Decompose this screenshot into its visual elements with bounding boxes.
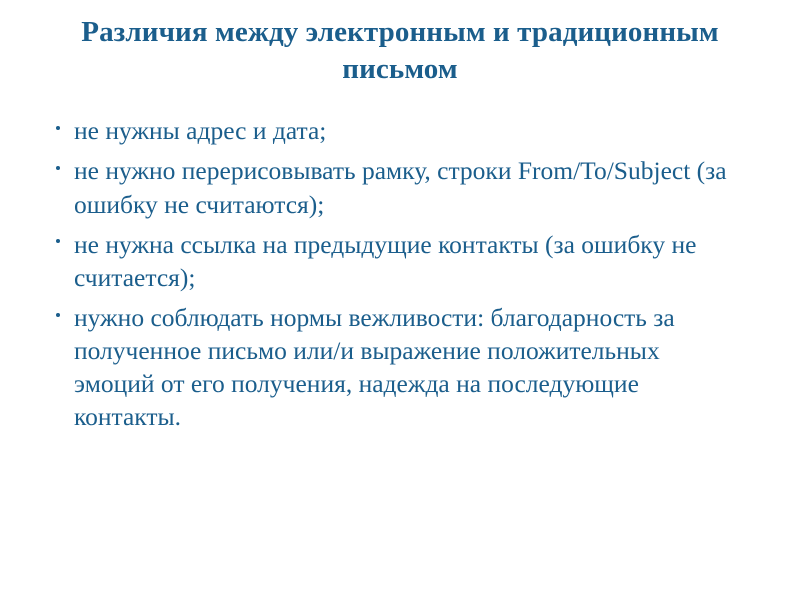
page-title: Различия между электронным и традиционным письмом [81, 16, 719, 86]
list-item-text: нужно соблюдать нормы вежливости: благодарность за полученное письмо или/и выражение положительных эмоций от его получения, надежда на последующие контакты. [74, 302, 675, 432]
list-item-text: не нужны адрес и дата; [74, 116, 327, 146]
bullet-dot-icon [56, 166, 60, 170]
list-item-text: не нужна ссылка на предыдущие контакты (за ошибку не считается); [74, 229, 697, 292]
list-item [52, 154, 738, 220]
list-item [52, 228, 738, 294]
bullet-dot-icon [56, 313, 60, 317]
list-item [52, 301, 738, 434]
list-item-text: не нужно перерисовывать рамку, строки From/To/Subject (за ошибку не считаются); [74, 156, 727, 219]
bullet-list [0, 88, 800, 433]
list-item [52, 114, 738, 147]
bullet-dot-icon [56, 126, 60, 130]
bullet-dot-icon [56, 239, 60, 243]
